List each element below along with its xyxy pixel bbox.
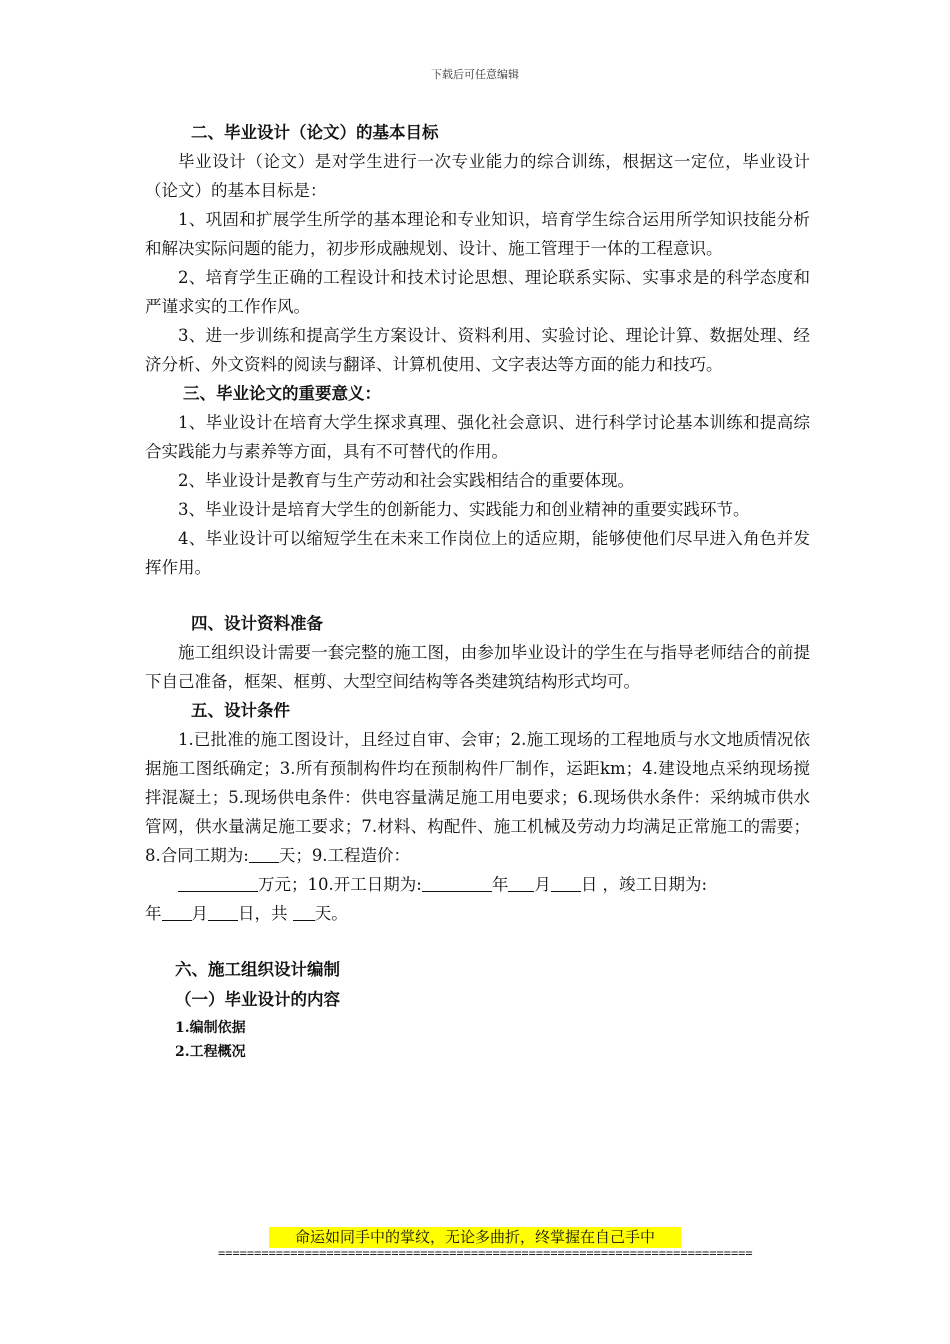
section-6-title: 六、施工组织设计编制 [175,960,340,979]
start-date-label: 万元；10.开工日期为: [258,875,422,894]
footer-rule: ========================================================================== [218,1246,753,1260]
start-month-blank [508,875,534,893]
spacer-2 [145,928,810,955]
section-3-item-4: 4、毕业设计可以缩短学生在未来工作岗位上的适应期，能够使他们尽早进入角色并发挥作用。 [145,529,810,577]
section-5-body-text: 1.已批准的施工图设计，且经过自审、会审；2.施工现场的工程地质与水文地质情况依据施工图纸确定；3.所有预制构件均在预制构件厂制作，运距km；4.建设地点采纳现场搅拌混凝土；5.现场供电条件：供电容量满足施工用电要求；6.现场供水条件：采纳城市供水管网，供水量满足施工要求；7.材料、构配件、施工机械及劳动力均满足正常施工的需要；8.合同工期为: [145,730,810,865]
start-day-blank [551,875,581,893]
section-2-item-2: 2、培育学生正确的工程设计和技术讨论思想、理论联系实际、实事求是的科学态度和严谨求实的工作作风。 [145,268,810,316]
footer-motto: 命运如同手中的掌纹，无论多曲折，终掌握在自己手中 [269,1227,681,1248]
section-3-item-1: 1、毕业设计在培育大学生探求真理、强化社会意识、进行科学讨论基本训练和提高综合实践能力与素养等方面，具有不可替代的作用。 [145,413,810,461]
page-header: 下载后可任意编辑 [431,68,519,81]
section-5-body-text-2: 天；9.工程造价： [278,846,411,865]
total-days-label: 日，共 [238,904,293,923]
days-unit-label: 天。 [314,904,348,923]
section-5-body [145,725,810,870]
year-label-2: 年 [145,904,162,923]
total-days-blank [293,904,315,922]
section-2-item-1: 1、巩固和扩展学生所学的基本理论和专业知识，培育学生综合运用所学知识技能分析和解决实际问题的能力，初步形成融规划、设计、施工管理于一体的工程意识。 [145,210,810,258]
contract-period-blank [249,846,279,864]
section-4-title: 四、设计资料准备 [191,614,323,633]
section-3-title: 三、毕业论文的重要意义： [183,384,381,403]
month-label: 月 [534,875,551,894]
section-3-item-3: 3、毕业设计是培育大学生的创新能力、实践能力和创业精神的重要实践环节。 [178,500,750,519]
section-5-title: 五、设计条件 [191,701,290,720]
finish-date-label: 日 ，竣工日期为: [580,875,708,894]
finish-month-blank [162,904,192,922]
cost-blank [178,875,258,893]
section-4-body: 施工组织设计需要一套完整的施工图，由参加毕业设计的学生在与指导老师结合的前提下自己准备，框架、框剪、大型空间结构等各类建筑结构形式均可。 [145,643,810,691]
section-2-intro: 毕业设计（论文）是对学生进行一次专业能力的综合训练，根据这一定位，毕业设计（论文）的基本目标是： [145,152,810,200]
year-label: 年 [491,875,509,894]
document-body [145,118,810,1064]
spacer [145,582,810,609]
section-5-dates [145,870,810,899]
section-5-dates-2 [145,899,810,928]
finish-day-blank [208,904,238,922]
section-3-item-2: 2、毕业设计是教育与生产劳动和社会实践相结合的重要体现。 [178,471,634,490]
section-6-sub1: （一）毕业设计的内容 [175,990,340,1009]
section-6-item-1: 1.编制依据 [175,1020,246,1036]
section-6-item-2: 2.工程概况 [175,1044,246,1060]
section-2-title: 二、毕业设计（论文）的基本目标 [191,123,439,142]
section-2-item-3: 3、进一步训练和提高学生方案设计、资料利用、实验讨论、理论计算、数据处理、经济分析、外文资料的阅读与翻译、计算机使用、文字表达等方面的能力和技巧。 [145,326,810,374]
start-year-blank [422,875,492,893]
month-label-2: 月 [191,904,208,923]
